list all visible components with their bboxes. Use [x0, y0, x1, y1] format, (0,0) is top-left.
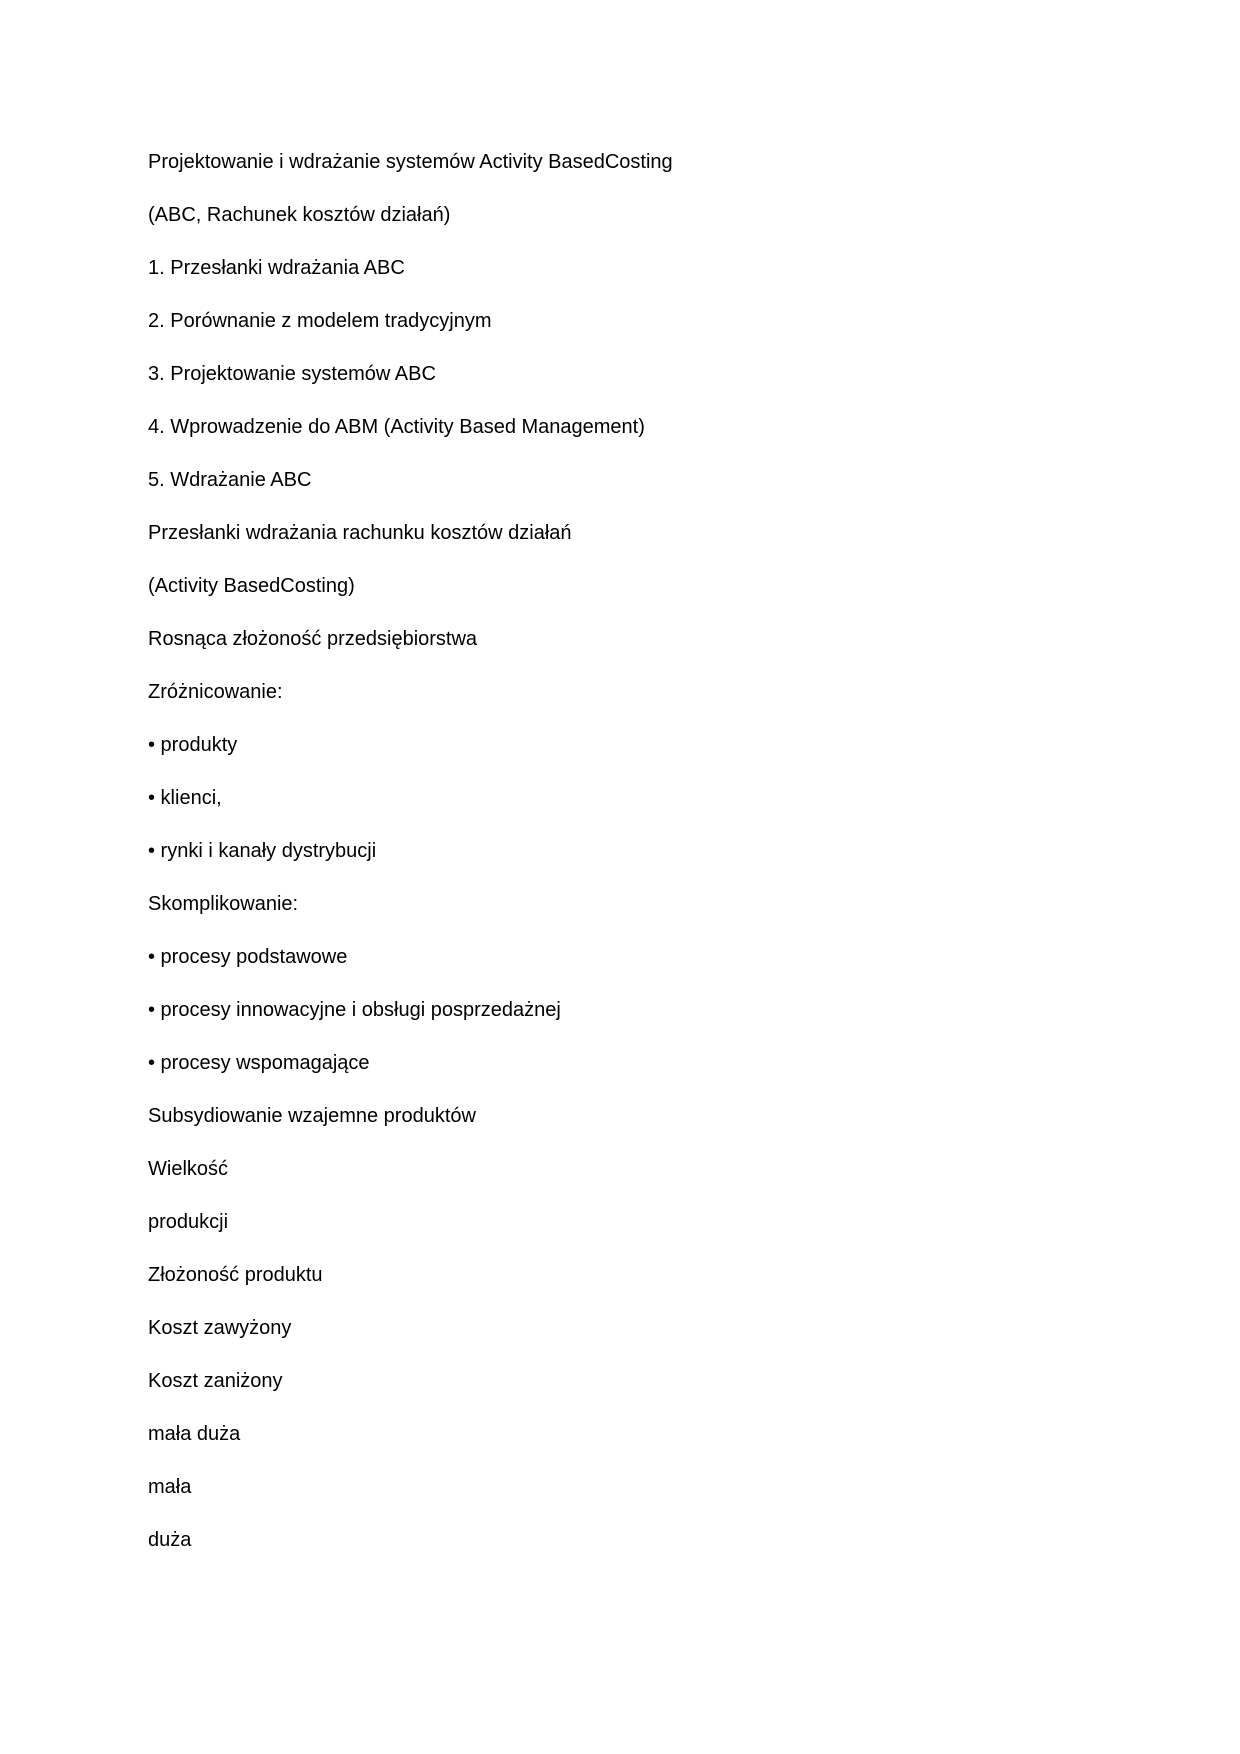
list-heading: Skomplikowanie: — [148, 893, 299, 915]
text-line: mała duża — [148, 1423, 241, 1445]
document-title: Projektowanie i wdrażanie systemów Activity BasedCosting — [148, 151, 673, 173]
section-heading: Przesłanki wdrażania rachunku kosztów działań — [148, 522, 572, 544]
text-line: Koszt zawyżony — [148, 1317, 292, 1339]
text-line: duża — [148, 1529, 192, 1551]
outline-item-3: 3. Projektowanie systemów ABC — [148, 363, 436, 385]
bullet-item: • klienci, — [148, 787, 222, 809]
text-line: Subsydiowanie wzajemne produktów — [148, 1105, 476, 1127]
document-body — [148, 144, 1108, 1575]
bullet-item: • rynki i kanały dystrybucji — [148, 840, 377, 862]
text-line: produkcji — [148, 1211, 229, 1233]
text-line: Wielkość — [148, 1158, 229, 1180]
outline-item-2: 2. Porównanie z modelem tradycyjnym — [148, 310, 492, 332]
bullet-item: • procesy podstawowe — [148, 946, 348, 968]
document-subtitle: (ABC, Rachunek kosztów działań) — [148, 204, 451, 226]
bullet-item: • produkty — [148, 734, 238, 756]
outline-item-1: 1. Przesłanki wdrażania ABC — [148, 257, 405, 279]
text-line: Koszt zaniżony — [148, 1370, 283, 1392]
outline-item-4: 4. Wprowadzenie do ABM (Activity Based Management) — [148, 416, 645, 438]
text-line: Rosnąca złożoność przedsiębiorstwa — [148, 628, 478, 650]
text-line: mała — [148, 1476, 192, 1498]
list-heading: Zróżnicowanie: — [148, 681, 283, 703]
section-subheading: (Activity BasedCosting) — [148, 575, 355, 597]
bullet-item: • procesy wspomagające — [148, 1052, 370, 1074]
bullet-item: • procesy innowacyjne i obsługi posprzedażnej — [148, 999, 561, 1021]
outline-item-5: 5. Wdrażanie ABC — [148, 469, 312, 491]
text-line: Złożoność produktu — [148, 1264, 323, 1286]
